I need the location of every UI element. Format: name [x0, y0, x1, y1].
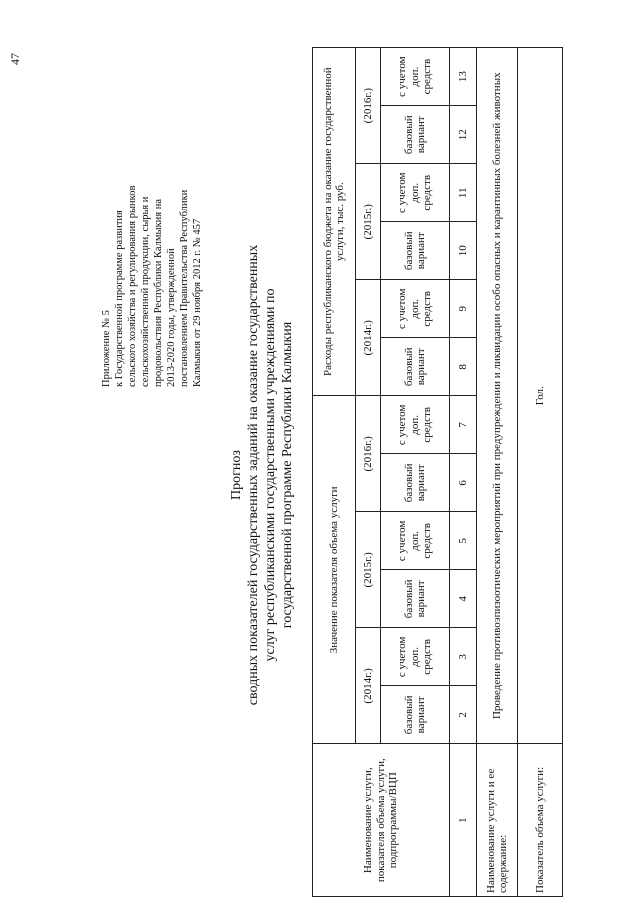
row-value: Проведение противоэпизоотических мероприятий при предупреждении и ликвидации особо опасных и карантинных болезней животных [477, 48, 518, 744]
header-budget-group: Расходы республиканского бюджета на оказание государственной услуги, тыс. руб. [313, 48, 356, 396]
row-label: Показатель объема услуги: [518, 744, 563, 897]
header-funds: с учетом доп. средств [381, 280, 450, 338]
column-number: 11 [450, 164, 477, 222]
header-year: (2016г.) [356, 48, 381, 164]
title-line: государственной программе Республики Калмыкия [280, 321, 295, 629]
header-funds: с учетом доп. средств [381, 164, 450, 222]
column-number: 6 [450, 454, 477, 512]
header-base: базовый вариант [381, 686, 450, 744]
column-number: 5 [450, 512, 477, 570]
column-number: 13 [450, 48, 477, 106]
appendix-line: Приложение № 5 [101, 310, 112, 387]
header-volume-group: Значение показателя объема услуги [313, 396, 356, 744]
header-funds: с учетом доп. средств [381, 628, 450, 686]
column-number: 3 [450, 628, 477, 686]
document-title [228, 195, 296, 755]
appendix-line: продовольствия Республики Калмыкия на [153, 198, 164, 387]
column-number: 10 [450, 222, 477, 280]
forecast-table [312, 47, 563, 897]
column-number: 4 [450, 570, 477, 628]
column-number: 8 [450, 338, 477, 396]
header-base: базовый вариант [381, 222, 450, 280]
header-name: Наименование услуги, показателя объема услуги, подпрограммы/ВЦП [313, 744, 450, 897]
title-line: услуг республиканскими государственными учреждениями по [263, 288, 278, 662]
header-year: (2015г.) [356, 512, 381, 628]
appendix-line: постановлением Правительства Республики [179, 189, 190, 387]
column-number: 2 [450, 686, 477, 744]
page-number: 47 [8, 53, 22, 65]
header-base: базовый вариант [381, 106, 450, 164]
header-base: базовый вариант [381, 338, 450, 396]
column-number: 9 [450, 280, 477, 338]
header-funds: с учетом доп. средств [381, 512, 450, 570]
title-line: сводных показателей государственных заданий на оказание государственных [246, 244, 261, 706]
title-line: Прогноз [229, 450, 244, 500]
header-base: базовый вариант [381, 454, 450, 512]
column-number: 7 [450, 396, 477, 454]
table-row [518, 48, 563, 897]
header-base: базовый вариант [381, 570, 450, 628]
table-row [477, 48, 518, 897]
header-year: (2014г.) [356, 280, 381, 396]
header-year: (2015г.) [356, 164, 381, 280]
appendix-line: сельского хозяйства и регулирования рынков [127, 185, 138, 387]
appendix-line: Калмыкия от 29 ноября 2012 г. № 457 [192, 218, 203, 387]
appendix-line: сельскохозяйственной продукции, сырья и [140, 196, 151, 387]
appendix-line: к Государственной программе развития [114, 210, 125, 387]
column-number: 12 [450, 106, 477, 164]
column-number: 1 [450, 744, 477, 897]
row-label: Наименование услуги и ее содержание: [477, 744, 518, 897]
header-funds: с учетом доп. средств [381, 396, 450, 454]
header-year: (2014г.) [356, 628, 381, 744]
header-funds: с учетом доп. средств [381, 48, 450, 106]
appendix-note [100, 117, 204, 387]
row-value: Гол. [518, 48, 563, 744]
header-year: (2016г.) [356, 396, 381, 512]
appendix-line: 2013-2020 годы, утвержденной [166, 248, 177, 387]
